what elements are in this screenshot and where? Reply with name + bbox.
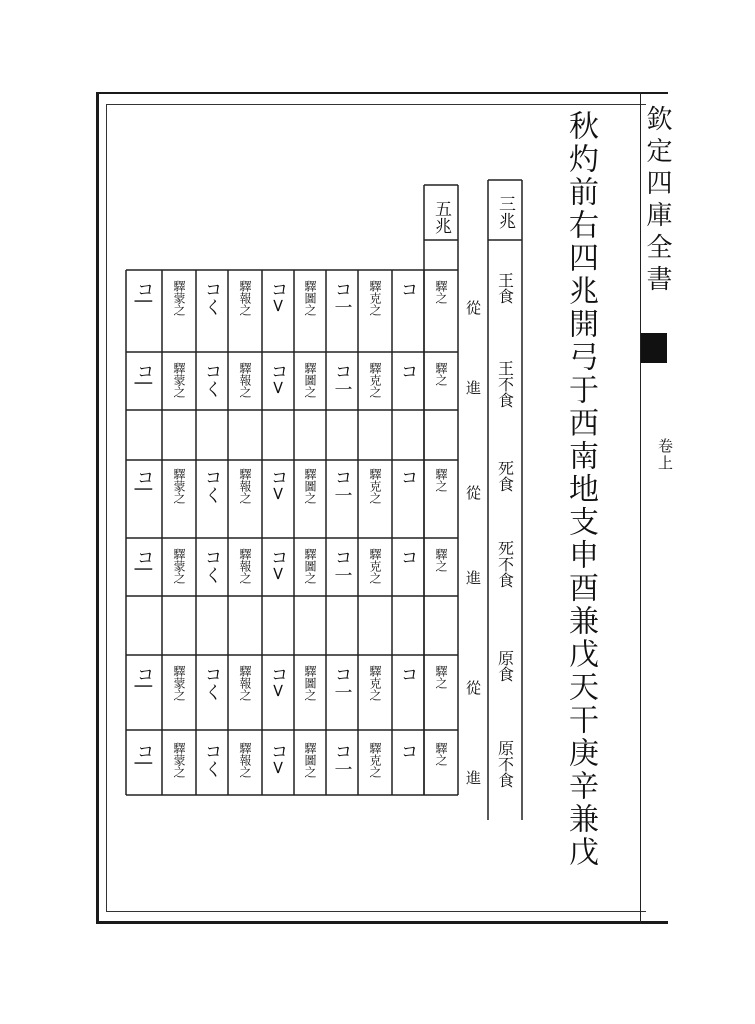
table-cell: 驛之 [434,468,448,492]
volume-mark: 卷上 [656,438,674,472]
table-cell: 驛圖之 [303,468,317,504]
table-cell: コ [397,665,419,683]
table-cell: コ [397,280,419,298]
table-cell: コ一 [331,665,353,701]
main-text-line: 秋灼前右四兆開弓于西南地支申酉兼戊天干庚辛兼戊 [563,110,598,869]
table-cell: 驛圖之 [303,665,317,701]
food-label: 王不食 [495,360,515,408]
move-label: 進 [464,380,482,395]
table-cell: 驛之 [434,548,448,572]
table-cell: 驛圖之 [303,742,317,778]
table-cell: 驛圖之 [303,548,317,584]
table-cell: コ> [267,665,289,699]
food-label: 王食 [495,272,515,304]
table-cell: コく [201,468,223,504]
table-cell: コ> [267,742,289,776]
table-cell: コ> [267,548,289,582]
table-cell: 驛圖之 [303,362,317,398]
food-label: 原不食 [495,740,515,788]
table-cell: コ一 [331,548,353,584]
move-label: 進 [464,770,482,785]
table-cell: 驛報之 [238,742,252,778]
table-cell: コ一 [331,362,353,398]
table-cell: コく [201,665,223,701]
table-cell: 驛蒙之 [172,280,186,316]
table-cell: 驛之 [434,362,448,386]
table-cell: コ| [133,468,155,493]
food-label: 死不食 [495,540,515,588]
table-cell: コ| [133,362,155,387]
table-cell: コく [201,548,223,584]
table-cell: コ [397,362,419,380]
table-cell: 驛蒙之 [172,362,186,398]
table-cell: 驛克之 [368,548,382,584]
table-cell: 驛之 [434,742,448,766]
table-cell: コく [201,362,223,398]
table-cell: コ> [267,280,289,314]
table-cell: コく [201,742,223,778]
table-cell: 驛報之 [238,362,252,398]
table-cell: コ [397,548,419,566]
table-cell: コ一 [331,742,353,778]
table-cell: 驛圖之 [303,280,317,316]
table-cell: 驛之 [434,280,448,304]
table-cell: 驛報之 [238,548,252,584]
move-label: 從 [464,300,482,315]
table-cell: コ| [133,665,155,690]
table-cell: コ [397,742,419,760]
table-cell: 驛蒙之 [172,468,186,504]
food-label: 原食 [495,650,515,682]
table-cell: コ| [133,548,155,573]
table-cell: 驛報之 [238,665,252,701]
move-label: 進 [464,570,482,585]
food-label: 死食 [495,460,515,492]
table-cell: 驛蒙之 [172,548,186,584]
table-cell: 驛克之 [368,468,382,504]
table-cell: 驛克之 [368,665,382,701]
table-cell: 驛克之 [368,742,382,778]
table-cell: 驛蒙之 [172,742,186,778]
table-cell: 驛報之 [238,280,252,316]
table-cell: コ> [267,362,289,396]
table-cell: 驛克之 [368,280,382,316]
three-zhao-label: 三兆 [495,195,515,229]
table-cell: 驛蒙之 [172,665,186,701]
table-cell: コ| [133,742,155,767]
table-cell: コく [201,280,223,316]
table-cell: コ> [267,468,289,502]
table-cell: コ一 [331,468,353,504]
book-margin-title: 欽定四庫全書 [642,105,672,297]
table-cell: 驛克之 [368,362,382,398]
table-cell: コ| [133,280,155,305]
move-label: 從 [464,680,482,695]
five-zhao-label: 五兆 [431,200,451,234]
table-cell: コ [397,468,419,486]
table-cell: 驛之 [434,665,448,689]
move-label: 從 [464,485,482,500]
table-cell: 驛報之 [238,468,252,504]
table-cell: コ一 [331,280,353,316]
